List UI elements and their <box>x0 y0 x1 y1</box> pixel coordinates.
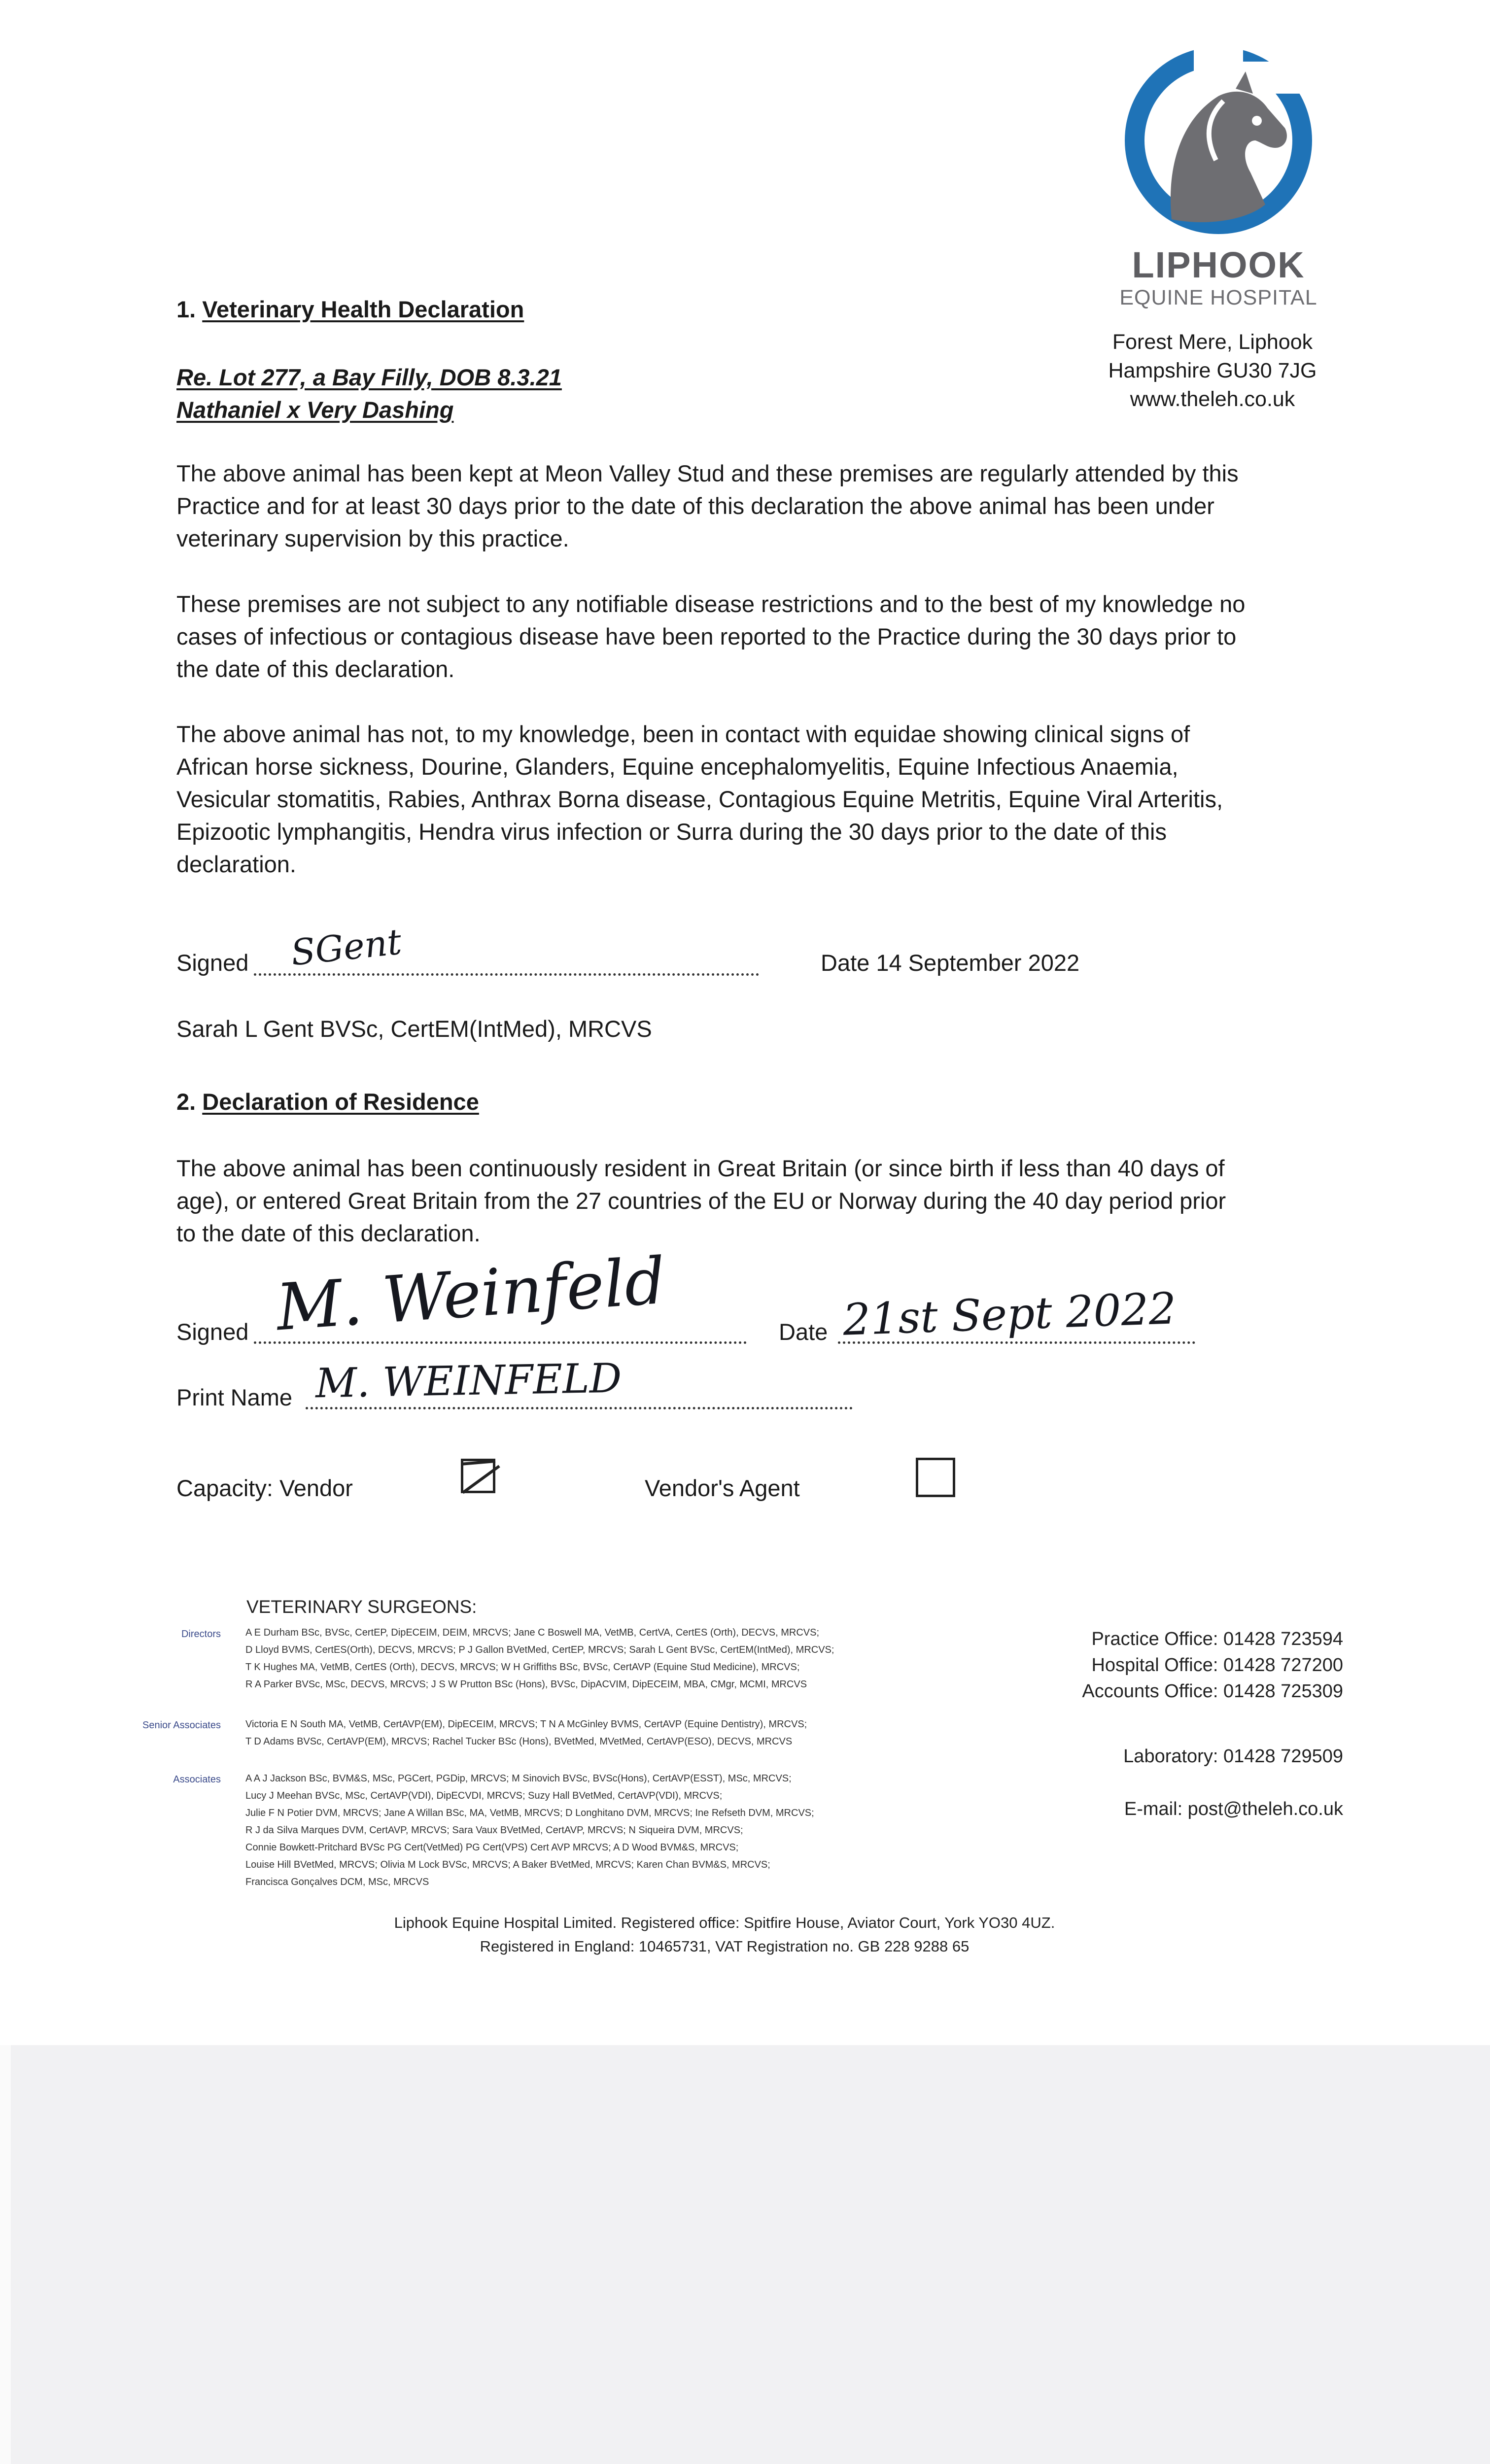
directors-list <box>245 1624 1034 1693</box>
scan-strip <box>0 2045 11 2464</box>
handwritten-date: 21st Sept 2022 <box>842 1283 1178 1345</box>
para-line: The above animal has not, to my knowledge, been in contact with equidae showing clinical signs of <box>176 721 1190 747</box>
section2-title: Declaration of Residence <box>202 1089 479 1115</box>
vendor-checkbox[interactable] <box>461 1459 495 1493</box>
staff-line: A A J Jackson BSc, BVM&S, MSc, PGCert, PGDip, MRCVS; M Sinovich BVSc, BVSc(Hons), CertAVP(ESST), MSc, MRCVS; <box>245 1773 792 1784</box>
staff-heading: VETERINARY SURGEONS: <box>246 1597 477 1617</box>
office-numbers <box>1015 1626 1343 1705</box>
hospital-office: Hospital Office: 01428 727200 <box>1091 1655 1343 1676</box>
section1-heading <box>176 296 524 323</box>
signature-2: M. Weinfeld <box>274 1243 668 1345</box>
accounts-office: Accounts Office: 01428 725309 <box>1082 1681 1343 1702</box>
staff-line: Julie F N Potier DVM, MRCVS; Jane A Willan BSc, MA, VetMB, MRCVS; D Longhitano DVM, MRCVS; Ine Refseth DVM, MRCVS; <box>245 1808 814 1818</box>
date-label-2: Date <box>779 1319 828 1345</box>
signed-label-1: Signed <box>176 950 249 976</box>
section1-para1 <box>176 457 1369 555</box>
staff-line: R J da Silva Marques DVM, CertAVP, MRCVS; Sara Vaux BVetMed, CertAVP, MRCVS; N Siqueira DVM, MRCVS; <box>245 1825 743 1836</box>
section1-number: 1. <box>176 296 196 322</box>
email[interactable]: E-mail: post@theleh.co.uk <box>1124 1799 1343 1819</box>
para-line: The above animal has been continuously resident in Great Britain (or since birth if less than 40 days of <box>176 1155 1225 1181</box>
senior-associates-label: Senior Associates <box>142 1720 221 1731</box>
vendors-agent-label: Vendor's Agent <box>645 1475 800 1501</box>
section1-para3 <box>176 718 1384 881</box>
staff-line: T D Adams BVSc, CertAVP(EM), MRCVS; Rachel Tucker BSc (Hons), BVetMed, MVetMed, CertAVP(ESO), DECVS, MRCVS <box>245 1736 793 1747</box>
date-1: Date 14 September 2022 <box>821 950 1080 976</box>
para-line: The above animal has been kept at Meon Valley Stud and these premises are regularly attended by this <box>176 460 1239 486</box>
scan-shade <box>0 2045 1490 2464</box>
para-line: cases of infectious or contagious disease have been reported to the Practice during the 30 days prior to <box>176 623 1237 650</box>
re-line-lot: Re. Lot 277, a Bay Filly, DOB 8.3.21 <box>176 364 562 390</box>
signature-1: SGent <box>289 921 404 974</box>
staff-line: D Lloyd BVMS, CertES(Orth), DECVS, MRCVS; P J Gallon BVetMed, CertEP, MRCVS; Sarah L Gent BVSc, CertEM(IntMed), MRCVS; <box>245 1644 834 1655</box>
practice-office: Practice Office: 01428 723594 <box>1091 1629 1343 1649</box>
staff-line: A E Durham BSc, BVSc, CertEP, DipECEIM, DEIM, MRCVS; Jane C Boswell MA, VetMB, CertVA, CertES (Orth), DECVS, MRCVS; <box>245 1627 820 1638</box>
section2-heading <box>176 1088 479 1115</box>
staff-line: Louise Hill BVetMed, MRCVS; Olivia M Lock BVSc, MRCVS; A Baker BVetMed, MRCVS; Karen Chan BVM&S, MRCVS; <box>245 1859 770 1870</box>
staff-line: Lucy J Meehan BVSc, MSc, CertAVP(VDI), DipECVDI, MRCVS; Suzy Hall BVetMed, CertAVP(VDI), MRCVS; <box>245 1790 723 1801</box>
section2-number: 2. <box>176 1089 196 1115</box>
logo-name: LIPHOOK <box>1132 244 1305 285</box>
signature-line-1 <box>254 973 759 976</box>
para-line: These premises are not subject to any notifiable disease restrictions and to the best of my knowledge no <box>176 591 1246 617</box>
print-name-line <box>306 1407 853 1409</box>
check-mark-icon <box>461 1456 500 1496</box>
para-line: African horse sickness, Dourine, Glanders, Equine encephalomyelitis, Equine Infectious Anaemia, <box>176 753 1178 780</box>
footer-line2: Registered in England: 10465731, VAT Registration no. GB 228 9288 65 <box>480 1938 970 1955</box>
section2-para <box>176 1152 1379 1250</box>
print-name-label: Print Name <box>176 1384 293 1410</box>
website[interactable]: www.theleh.co.uk <box>1130 387 1295 411</box>
signature-line-2 <box>254 1341 747 1344</box>
agent-checkbox[interactable] <box>916 1458 955 1497</box>
staff-line: Victoria E N South MA, VetMB, CertAVP(EM), DipECEIM, MRCVS; T N A McGinley BVMS, CertAVP (Equine Dentistry), MRCVS; <box>245 1719 807 1730</box>
address-line1: Forest Mere, Liphook <box>1112 330 1313 354</box>
para-line: Epizootic lymphangitis, Hendra virus infection or Surra during the 30 days prior to the date of this <box>176 819 1167 845</box>
handwritten-print-name: M. WEINFELD <box>315 1355 623 1407</box>
practice-address <box>1065 328 1360 413</box>
senior-associates-list <box>245 1716 1034 1750</box>
footer <box>177 1911 1272 1958</box>
capacity-vendor-label: Capacity: Vendor <box>176 1475 353 1501</box>
laboratory: Laboratory: 01428 729509 <box>1123 1746 1343 1767</box>
staff-line: T K Hughes MA, VetMB, CertES (Orth), DECVS, MRCVS; W H Griffiths BSc, BVSc, CertAVP (Equine Stud Medicine), MRCVS; <box>245 1662 800 1673</box>
para-line: veterinary supervision by this practice. <box>176 525 569 551</box>
section1-para2 <box>176 588 1369 685</box>
associates-list <box>245 1770 1034 1891</box>
para-line: declaration. <box>176 851 296 877</box>
para-line: the date of this declaration. <box>176 656 455 682</box>
horse-logo-icon <box>1120 42 1317 239</box>
logo-subtitle: EQUINE HOSPITAL <box>1119 286 1317 309</box>
section1-title: Veterinary Health Declaration <box>202 296 524 322</box>
staff-line: R A Parker BVSc, MSc, DECVS, MRCVS; J S W Prutton BSc (Hons), BVSc, DipACVIM, DipECEIM, MBA, CMgr, MCMI, MRCVS <box>245 1679 807 1690</box>
logo <box>1115 42 1317 318</box>
associates-label: Associates <box>173 1774 221 1785</box>
address-line2: Hampshire GU30 7JG <box>1108 359 1317 382</box>
re-block <box>176 361 562 426</box>
para-line: Practice and for at least 30 days prior to the date of this declaration the above animal has been under <box>176 493 1214 519</box>
para-line: age), or entered Great Britain from the 27 countries of the EU or Norway during the 40 day period prior <box>176 1188 1226 1214</box>
signatory-name: Sarah L Gent BVSc, CertEM(IntMed), MRCVS <box>176 1016 652 1042</box>
signed-label-2: Signed <box>176 1319 249 1345</box>
directors-label: Directors <box>181 1629 221 1640</box>
re-line-pedigree: Nathaniel x Very Dashing <box>176 397 454 423</box>
staff-line: Connie Bowkett-Pritchard BVSc PG Cert(VetMed) PG Cert(VPS) Cert AVP MRCVS; A D Wood BVM&S, MRCVS; <box>245 1842 739 1853</box>
staff-line: Francisca Gonçalves DCM, MSc, MRCVS <box>245 1877 429 1887</box>
para-line: Vesicular stomatitis, Rabies, Anthrax Borna disease, Contagious Equine Metritis, Equine Viral Arteritis, <box>176 786 1223 812</box>
para-line: to the date of this declaration. <box>176 1220 481 1246</box>
footer-line1: Liphook Equine Hospital Limited. Registered office: Spitfire House, Aviator Court, York YO30 4UZ. <box>394 1914 1055 1931</box>
